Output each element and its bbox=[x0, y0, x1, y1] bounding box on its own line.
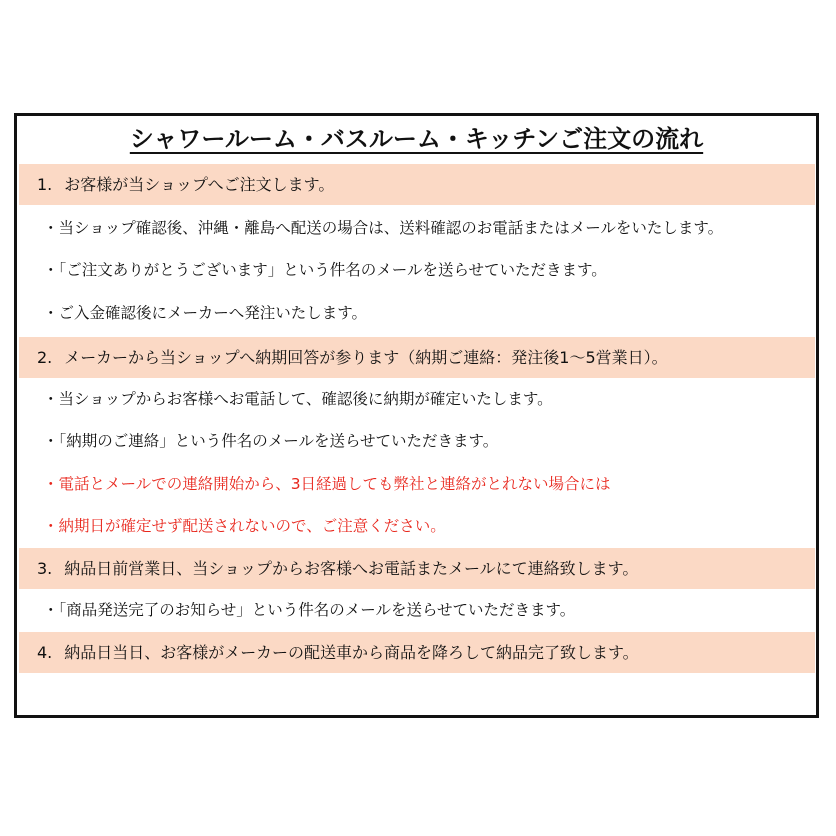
step-3-note-1: ・「商品発送完了のお知らせ」という件名のメールを送らせていただきます。 bbox=[43, 601, 576, 619]
step-2-warning-1: ・電話とメールでの連絡開始から、3日経過しても弊社と連絡がとれない場合には bbox=[43, 475, 611, 493]
step-1-note-3: ・ご入金確認後にメーカーへ発注いたします。 bbox=[43, 304, 367, 322]
step-number: 2. bbox=[37, 348, 53, 367]
step-2-heading bbox=[19, 337, 815, 378]
step-2-warning-2: ・納期日が確定せず配送されないので、ご注意ください。 bbox=[43, 517, 446, 535]
step-2-note-2: ・「納期のご連絡」という件名のメールを送らせていただきます。 bbox=[43, 432, 499, 450]
step-text: お客様が当ショップへご注文します。 bbox=[64, 175, 335, 194]
step-1-heading bbox=[19, 164, 815, 205]
step-number: 4. bbox=[37, 643, 53, 662]
step-text: メーカーから当ショップへ納期回答が参ります（納期ご連絡：発注後1～5営業日）。 bbox=[64, 348, 668, 367]
order-flow-panel bbox=[14, 113, 819, 718]
step-number: 1. bbox=[37, 175, 53, 194]
step-text: 納品日前営業日、当ショップからお客様へお電話またメールにて連絡致します。 bbox=[64, 559, 639, 578]
step-number: 3. bbox=[37, 559, 53, 578]
page-title: シャワールーム・バスルーム・キッチンご注文の流れ bbox=[129, 125, 704, 153]
step-text: 納品日当日、お客様がメーカーの配送車から商品を降ろして納品完了致します。 bbox=[64, 643, 639, 662]
step-4-heading bbox=[19, 632, 815, 673]
step-1-note-2: ・「ご注文ありがとうございます」という件名のメールを送らせていただきます。 bbox=[43, 261, 607, 279]
step-2-note-1: ・当ショップからお客様へお電話して、確認後に納期が確定いたします。 bbox=[43, 390, 553, 408]
step-1-note-1: ・当ショップ確認後、沖縄・離島へ配送の場合は、送料確認のお電話またはメールをいたします。 bbox=[43, 219, 724, 237]
step-3-heading bbox=[19, 548, 815, 589]
